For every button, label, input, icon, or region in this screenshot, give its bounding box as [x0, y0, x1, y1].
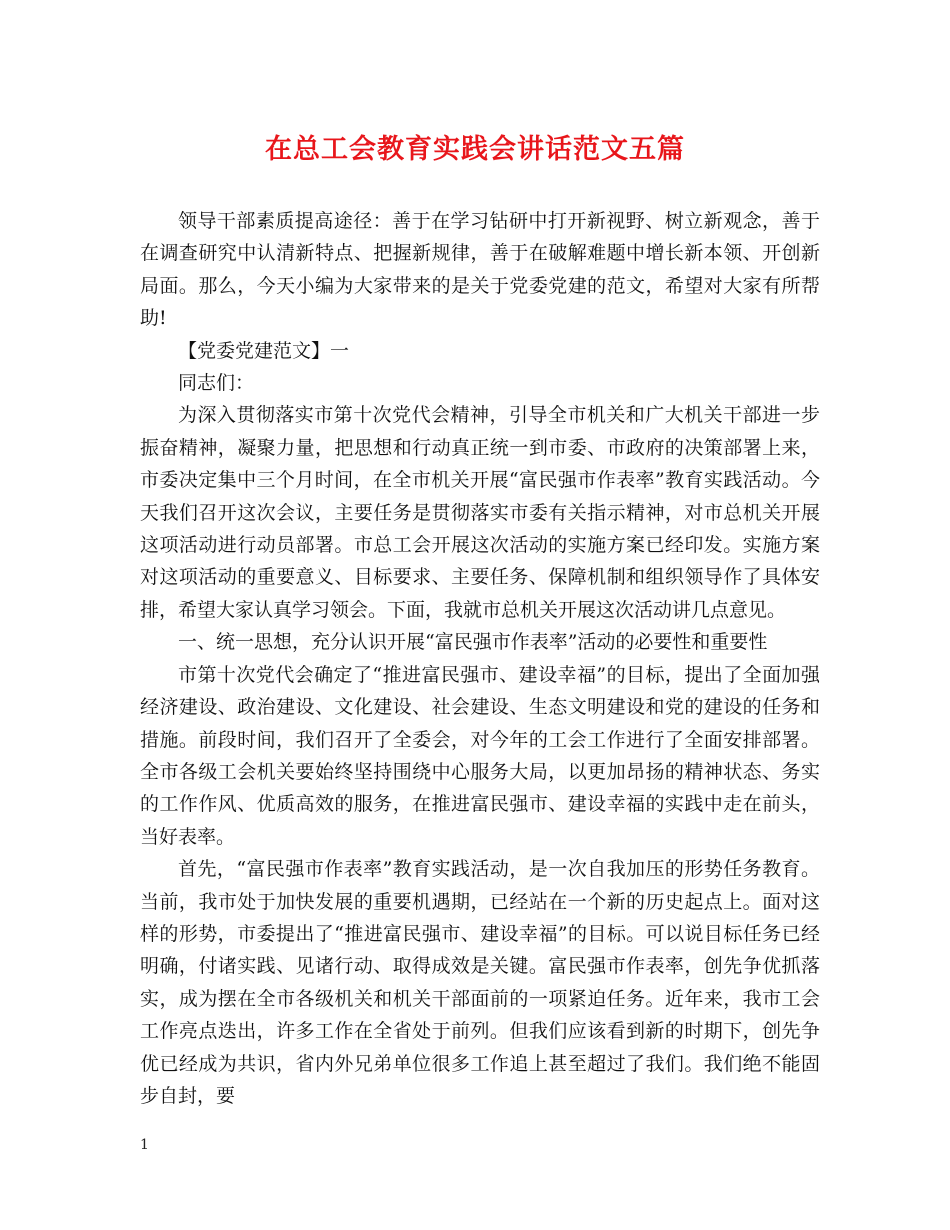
paragraph-opening: 为深入贯彻落实市第十次党代会精神，引导全市机关和广大机关干部进一步振奋精神，凝聚力量，把思想和行动真正统一到市委、市政府的决策部署上来，市委决定集中三个月时间，在全市机关开展“富民强市作表率”教育实践活动。今天我们召开这次会议，主要任务是贯彻落实市委有关指示精神，对市总机关开展这项活动进行动员部署。市总工会开展这次活动的实施方案已经印发。实施方案对这项活动的重要意义、目标要求、主要任务、保障机制和组织领导作了具体安排，希望大家认真学习领会。下面，我就市总机关开展这次活动讲几点意见。 [140, 404, 820, 621]
paragraph-section-heading: 【党委党建范文】一 [178, 339, 350, 362]
document-title: 在总工会教育实践会讲话范文五篇 [265, 134, 685, 165]
paragraph-party-congress: 市第十次党代会确定了“推进富民强市、建设幸福”的目标，提出了全面加强经济建设、政治建设、文化建设、社会建设、生态文明建设和党的建设的任务和措施。前段时间，我们召开了全委会，对今年的工会工作进行了全面安排部署。全市各级工会机关要始终坚持围绕中心服务大局，以更加昂扬的精神状态、务实的工作作风、优质高效的服务，在推进富民强市、建设幸福的实践中走在前头，当好表率。 [140, 663, 820, 848]
paragraph-first-point: 首先，“富民强市作表率”教育实践活动，是一次自我加压的形势任务教育。当前，我市处于加快发展的重要机遇期，已经站在一个新的历史起点上。面对这样的形势，市委提出了“推进富民强市、建设幸福”的目标。可以说目标任务已经明确，付诸实践、见诸行动、取得成效是关键。富民强市作表率，创先争优抓落实，成为摆在全市各级机关和机关干部面前的一项紧迫任务。近年来，我市工会工作亮点迭出，许多工作在全省处于前列。但我们应该看到新的时期下，创先争优已经成为共识，省内外兄弟单位很多工作追上甚至超过了我们。我们绝不能固步自封，要 [140, 858, 820, 1107]
paragraph-salutation: 同志们： [178, 372, 255, 395]
paragraph-intro: 领导干部素质提高途径：善于在学习钻研中打开新视野、树立新观念，善于在调查研究中认清新特点、把握新规律，善于在破解难题中增长新本领、开创新局面。那么，今天小编为大家带来的是关于党委党建的范文，希望对大家有所帮助! [140, 210, 820, 330]
paragraph-heading-one: 一、统一思想，充分认识开展“富民强市作表率”活动的必要性和重要性 [178, 631, 768, 654]
page-number: 1 [140, 1137, 149, 1153]
document-body [140, 205, 820, 1112]
